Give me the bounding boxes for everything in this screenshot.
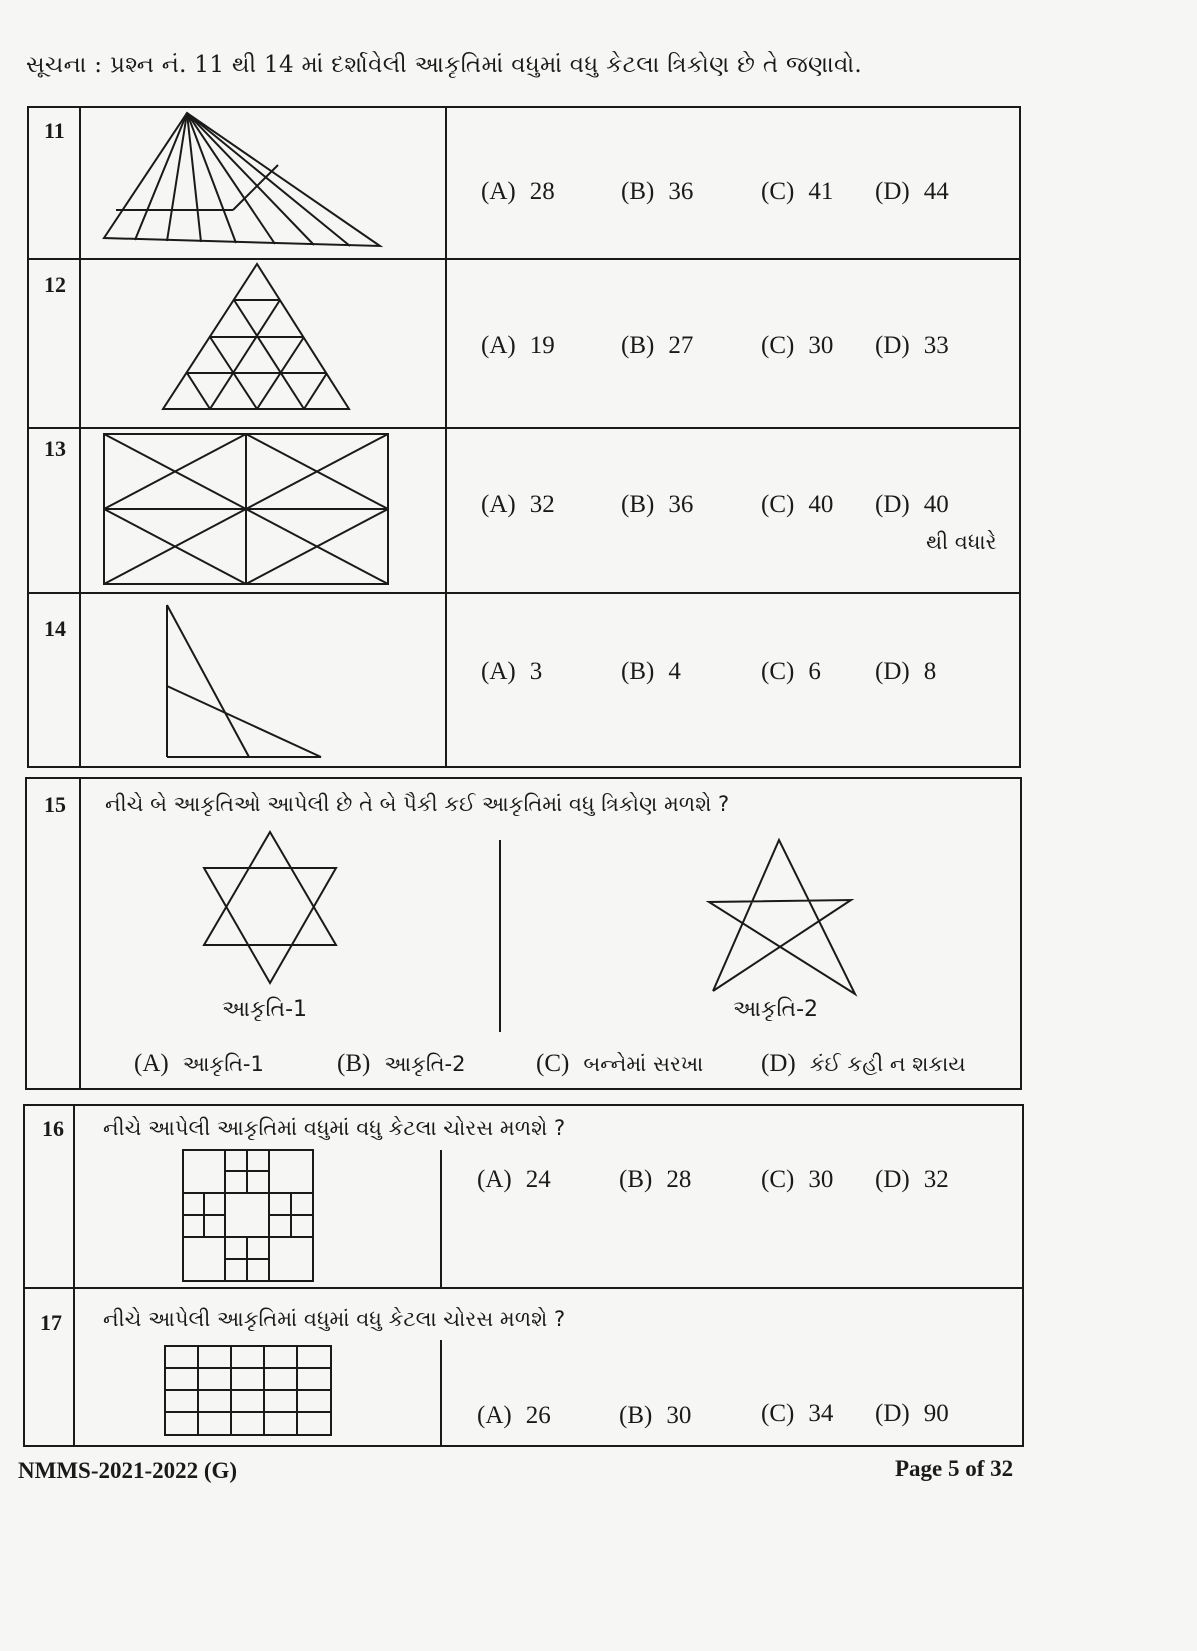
figure-q15-pentagram	[705, 836, 860, 1001]
q17-option-b[interactable]: (B) 30	[619, 1402, 692, 1429]
q15-figure-1-caption: આકૃતિ-1	[222, 997, 308, 1022]
question-number-15: 15	[44, 792, 66, 817]
q15-option-c[interactable]: (C) બન્નેમાં સરખા	[536, 1050, 704, 1077]
q13-option-a[interactable]: (A) 32	[481, 491, 555, 518]
q13-option-c[interactable]: (C) 40	[761, 491, 834, 518]
q13-option-d[interactable]: (D) 40	[875, 491, 949, 518]
q11-option-b[interactable]: (B) 36	[621, 178, 694, 205]
footer-page-number: Page 5 of 32	[895, 1456, 1014, 1481]
q16-option-b[interactable]: (B) 28	[619, 1166, 692, 1193]
q14-option-b[interactable]: (B) 4	[621, 658, 681, 685]
q16-option-c[interactable]: (C) 30	[761, 1166, 834, 1193]
q12-option-d[interactable]: (D) 33	[875, 332, 949, 359]
footer-exam-code: NMMS-2021-2022 (G)	[18, 1458, 238, 1483]
question-number-13: 13	[44, 436, 66, 461]
q11-option-d[interactable]: (D) 44	[875, 178, 949, 205]
q17-option-a[interactable]: (A) 26	[477, 1402, 551, 1429]
question-number-17: 17	[40, 1310, 62, 1335]
figure-q15-hexagram	[200, 828, 340, 988]
q17-option-c[interactable]: (C) 34	[761, 1400, 834, 1427]
q15-option-d[interactable]: (D) કંઈ કહી ન શકાય	[761, 1050, 966, 1077]
q12-option-b[interactable]: (B) 27	[621, 332, 694, 359]
question-table-15	[25, 777, 1022, 1090]
q17-option-d[interactable]: (D) 90	[875, 1400, 949, 1427]
q13-option-d-extra: થી વધારે	[926, 530, 997, 554]
figure-q17-rectangle-grid	[163, 1344, 335, 1440]
q11-option-c[interactable]: (C) 41	[761, 178, 834, 205]
q12-option-c[interactable]: (C) 30	[761, 332, 834, 359]
figure-q16-square-grid	[181, 1148, 316, 1284]
q14-option-a[interactable]: (A) 3	[481, 658, 543, 685]
question-number-12: 12	[44, 272, 66, 297]
q14-option-d[interactable]: (D) 8	[875, 658, 937, 685]
q12-option-a[interactable]: (A) 19	[481, 332, 555, 359]
figure-q14-overlapping-triangles	[163, 602, 328, 762]
instruction-text: સૂચના : પ્રશ્ન નં. 11 થી 14 માં દર્શાવેલી આકૃતિમાં વધુમાં વધુ કેટલા ત્રિકોણ છે તે જણાવો.	[26, 52, 863, 78]
q15-option-b[interactable]: (B) આકૃતિ-2	[337, 1050, 466, 1077]
q15-text: નીચે બે આકૃતિઓ આપેલી છે તે બે પૈકી કઈ આકૃતિમાં વધુ ત્રિકોણ મળશે ?	[105, 792, 730, 816]
figure-q12-triangle-grid	[160, 262, 355, 414]
q15-divider	[499, 840, 501, 1032]
q17-text: નીચે આપેલી આકૃતિમાં વધુમાં વધુ કેટલા ચોરસ મળશે ?	[103, 1307, 566, 1331]
question-number-14: 14	[44, 616, 66, 641]
q16-option-a[interactable]: (A) 24	[477, 1166, 551, 1193]
figure-q11-triangle-fan	[100, 110, 385, 250]
figure-q13-rectangle-diagonals	[101, 431, 391, 587]
q13-option-b[interactable]: (B) 36	[621, 491, 694, 518]
q15-figure-2-caption: આકૃતિ-2	[733, 997, 819, 1022]
q16-option-d[interactable]: (D) 32	[875, 1166, 949, 1193]
question-number-16: 16	[42, 1116, 64, 1141]
q11-option-a[interactable]: (A) 28	[481, 178, 555, 205]
q16-text: નીચે આપેલી આકૃતિમાં વધુમાં વધુ કેટલા ચોરસ મળશે ?	[103, 1116, 566, 1140]
question-number-11: 11	[44, 118, 65, 143]
q14-option-c[interactable]: (C) 6	[761, 658, 821, 685]
q15-option-a[interactable]: (A) આકૃતિ-1	[134, 1050, 264, 1077]
